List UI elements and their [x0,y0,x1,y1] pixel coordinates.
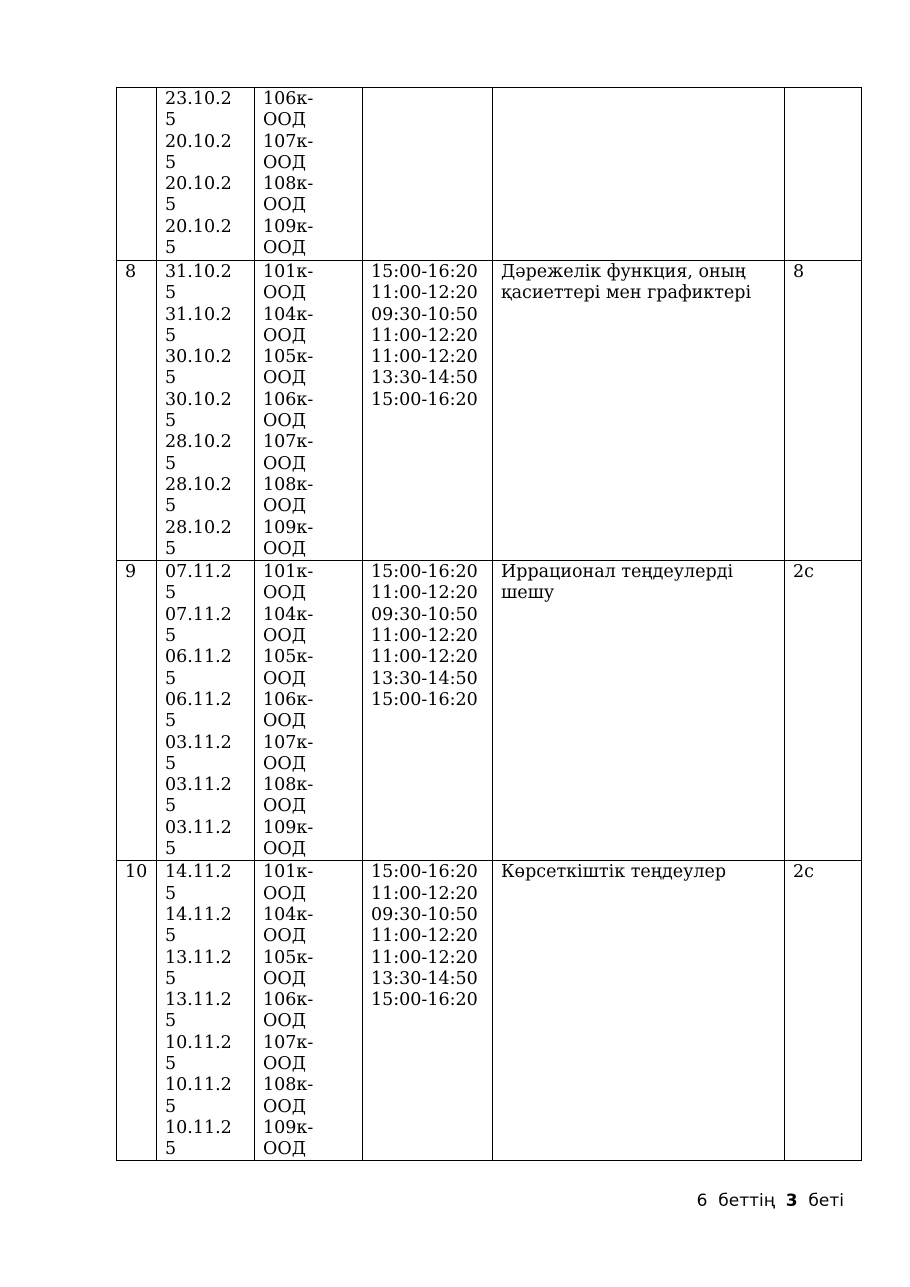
lesson-number-cell: 8 [117,261,157,561]
groups-line: ООД [263,152,306,173]
groups-line: ООД [263,711,306,732]
groups-cell [255,561,363,861]
times-cell [363,561,493,861]
groups-cell [255,861,363,1161]
times-line: 09:30-10:50 [371,604,478,625]
page-of-word: беттің [718,1191,775,1211]
times-line: 15:00-16:20 [371,389,478,410]
groups-line: 101к- [263,562,314,583]
topic-line: қасиеттері мен графиктері [501,283,752,304]
dates-line: 20.10.2 [165,216,232,237]
groups-line: ООД [263,1053,306,1074]
groups-line: 108к- [263,174,314,195]
topic-cell [493,261,785,561]
times-line: 11:00-12:20 [371,626,478,647]
groups-cell [255,261,363,561]
times-line: 11:00-12:20 [371,883,478,904]
groups-line: 101к- [263,262,314,282]
times-line: 15:00-16:20 [371,862,478,883]
groups-line: 107к- [263,432,314,453]
dates-line: 5 [165,1011,177,1032]
dates-line: 5 [165,668,177,689]
topic-line: Иррационал теңдеулерді [501,562,734,583]
groups-line: 104к- [263,904,314,925]
groups-line: ООД [263,1011,306,1032]
times-line: 15:00-16:20 [371,689,478,710]
groups-line: ООД [263,496,306,517]
dates-line: 5 [165,368,177,389]
dates-line: 5 [165,411,177,432]
groups-line: 106к- [263,689,314,710]
groups-line: 106к- [263,89,314,109]
dates-line: 5 [165,839,177,860]
schedule-body [117,88,862,1161]
dates-line: 03.11.2 [165,775,232,796]
dates-line: 5 [165,1139,177,1160]
groups-line: ООД [263,626,306,647]
page-total: 6 [696,1191,708,1211]
groups-line: ООД [263,411,306,432]
dates-line: 5 [165,583,177,604]
dates-line: 5 [165,796,177,817]
dates-line: 28.10.2 [165,517,232,538]
groups-line: 106к- [263,389,314,410]
dates-line: 14.11.2 [165,904,232,925]
table-row [117,261,862,561]
dates-line: 30.10.2 [165,389,232,410]
groups-line: ООД [263,238,306,259]
dates-line: 10.11.2 [165,1032,232,1053]
dates-line: 07.11.2 [165,562,232,583]
groups-line: 104к- [263,604,314,625]
times-line: 11:00-12:20 [371,647,478,668]
groups-line: 106к- [263,990,314,1011]
groups-line: ООД [263,968,306,989]
groups-line: 107к- [263,1032,314,1053]
hours-cell: 8 [785,261,862,561]
topic-line: шешу [501,583,555,604]
groups-line: ООД [263,368,306,389]
dates-line: 06.11.2 [165,647,232,668]
groups-line: 105к- [263,647,314,668]
dates-line: 5 [165,753,177,774]
groups-line: 108к- [263,775,314,796]
groups-line: 109к- [263,817,314,838]
dates-line: 28.10.2 [165,474,232,495]
dates-line: 14.11.2 [165,862,232,883]
dates-line: 5 [165,1053,177,1074]
dates-line: 5 [165,283,177,304]
groups-line: ООД [263,1139,306,1160]
dates-line: 5 [165,883,177,904]
dates-line: 5 [165,538,177,559]
dates-line: 5 [165,152,177,173]
dates-line: 5 [165,926,177,947]
times-line: 11:00-12:20 [371,283,478,304]
times-line: 11:00-12:20 [371,325,478,346]
dates-line: 10.11.2 [165,1075,232,1096]
table-row [117,861,862,1161]
dates-line: 23.10.2 [165,89,232,109]
dates-line: 03.11.2 [165,732,232,753]
topic-cell [493,88,785,261]
topic-cell [493,561,785,861]
page-footer [697,1191,844,1211]
groups-line: 109к- [263,1117,314,1138]
dates-line: 20.10.2 [165,174,232,195]
table-row [117,88,862,261]
page-current: 3 [785,1191,798,1211]
groups-line: ООД [263,325,306,346]
groups-line: 104к- [263,304,314,325]
lesson-number-cell [117,88,157,261]
groups-cell [255,88,363,261]
dates-cell [157,561,255,861]
dates-line: 13.11.2 [165,990,232,1011]
groups-line: ООД [263,839,306,860]
groups-line: ООД [263,926,306,947]
groups-line: ООД [263,1096,306,1117]
dates-line: 07.11.2 [165,604,232,625]
dates-cell [157,261,255,561]
dates-line: 5 [165,238,177,259]
dates-line: 5 [165,453,177,474]
groups-line: 105к- [263,347,314,368]
dates-line: 13.11.2 [165,947,232,968]
dates-line: 5 [165,496,177,517]
lesson-number-cell: 10 [117,861,157,1161]
groups-line: ООД [263,283,306,304]
dates-line: 5 [165,626,177,647]
topic-line: Көрсеткіштік теңдеулер [501,862,727,883]
groups-line: ООД [263,796,306,817]
groups-line: 109к- [263,216,314,237]
groups-line: 105к- [263,947,314,968]
table-row [117,561,862,861]
dates-cell [157,861,255,1161]
groups-line: ООД [263,195,306,216]
groups-line: ООД [263,883,306,904]
times-line: 11:00-12:20 [371,347,478,368]
groups-line: 101к- [263,862,314,883]
lesson-number-cell: 9 [117,561,157,861]
dates-line: 5 [165,1096,177,1117]
groups-line: ООД [263,110,306,131]
groups-line: ООД [263,453,306,474]
times-cell [363,88,493,261]
times-cell [363,261,493,561]
dates-line: 06.11.2 [165,689,232,710]
dates-line: 5 [165,325,177,346]
groups-line: ООД [263,668,306,689]
schedule-table [116,87,862,1161]
times-cell [363,861,493,1161]
times-line: 15:00-16:20 [371,562,478,583]
groups-line: ООД [263,583,306,604]
hours-cell [785,88,862,261]
times-line: 13:30-14:50 [371,968,478,989]
groups-line: ООД [263,538,306,559]
times-line: 15:00-16:20 [371,990,478,1011]
dates-line: 30.10.2 [165,347,232,368]
hours-cell: 2с [785,561,862,861]
groups-line: ООД [263,753,306,774]
times-line: 11:00-12:20 [371,926,478,947]
dates-line: 31.10.2 [165,304,232,325]
dates-line: 28.10.2 [165,432,232,453]
times-line: 11:00-12:20 [371,583,478,604]
page-word: беті [808,1191,844,1211]
dates-line: 5 [165,110,177,131]
times-line: 15:00-16:20 [371,262,478,282]
topic-line: Дәрежелік функция, оның [501,262,746,282]
dates-line: 5 [165,968,177,989]
dates-line: 5 [165,195,177,216]
dates-line: 03.11.2 [165,817,232,838]
groups-line: 107к- [263,732,314,753]
times-line: 11:00-12:20 [371,947,478,968]
groups-line: 108к- [263,1075,314,1096]
groups-line: 109к- [263,517,314,538]
dates-line: 5 [165,711,177,732]
topic-cell [493,861,785,1161]
dates-cell [157,88,255,261]
times-line: 13:30-14:50 [371,368,478,389]
dates-line: 20.10.2 [165,131,232,152]
hours-cell: 2с [785,861,862,1161]
times-line: 09:30-10:50 [371,304,478,325]
groups-line: 108к- [263,474,314,495]
times-line: 09:30-10:50 [371,904,478,925]
dates-line: 31.10.2 [165,262,232,282]
groups-line: 107к- [263,131,314,152]
times-line: 13:30-14:50 [371,668,478,689]
dates-line: 10.11.2 [165,1117,232,1138]
